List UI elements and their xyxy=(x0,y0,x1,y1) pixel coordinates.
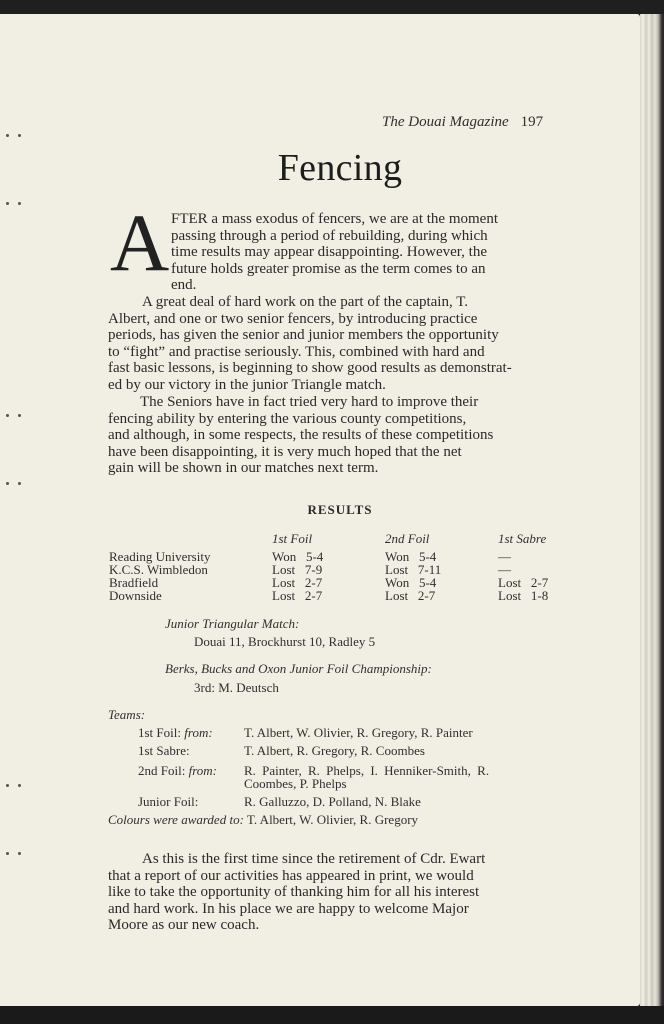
colours-line xyxy=(108,813,418,826)
team-members: T. Albert, R. Gregory, R. Coombes xyxy=(244,743,425,758)
junior-triangular-result: Douai 11, Brockhurst 10, Radley 5 xyxy=(194,634,376,649)
team-category: Junior Foil: xyxy=(138,794,199,809)
junior-triangular-label: Junior Triangular Match: xyxy=(165,616,300,631)
category-from: from: xyxy=(188,763,217,778)
result-cell: Won 5-4 xyxy=(272,549,324,564)
team-members: R. Galluzzo, D. Polland, N. Blake xyxy=(244,794,421,809)
intro-paragraph xyxy=(171,211,567,294)
text-line: like to take the opportunity of thanking him for all his interest xyxy=(108,884,480,901)
teams-list xyxy=(0,726,640,836)
binding-stitch xyxy=(4,482,24,486)
team-name: K.C.S. Wimbledon xyxy=(109,562,208,577)
category-from: from: xyxy=(184,725,213,740)
results-heading: RESULTS xyxy=(307,502,373,517)
result-cell: Lost 7-11 xyxy=(385,562,442,577)
championship-label: Berks, Bucks and Oxon Junior Foil Championship: xyxy=(165,661,432,676)
team-category xyxy=(138,764,217,777)
teams-label: Teams: xyxy=(108,707,146,722)
text-line: passing through a period of rebuilding, during which xyxy=(171,227,488,244)
text-line: fast basic lessons, is beginning to show good results as demonstrat- xyxy=(108,360,512,377)
text-line: fencing ability by entering the various county competitions, xyxy=(108,410,467,427)
text-line: have been disappointing, it is very much hoped that the net xyxy=(108,443,462,460)
text-line: As this is the first time since the retirement of Cdr. Ewart xyxy=(142,851,486,867)
result-cell: Lost 2-7 xyxy=(385,588,436,603)
result-cell: Won 5-4 xyxy=(385,575,437,590)
championship-result: 3rd: M. Deutsch xyxy=(194,680,279,695)
result-cell: Lost 2-7 xyxy=(272,588,323,603)
text-line: FTER a mass exodus of fencers, we are at the moment xyxy=(171,211,498,227)
team-category: 1st Sabre: xyxy=(138,743,190,758)
article-title: Fencing xyxy=(277,147,403,189)
magazine-title: The Douai Magazine xyxy=(382,114,509,130)
text-line: end. xyxy=(171,277,197,294)
category-label: 2nd Foil: xyxy=(138,763,189,778)
column-header: 1st Sabre xyxy=(498,531,547,546)
text-line: Albert, and one or two senior fencers, by introducing practice xyxy=(108,310,478,327)
text-line: Moore as our new coach. xyxy=(108,917,260,934)
result-cell: Won 5-4 xyxy=(385,549,437,564)
team-category xyxy=(138,726,213,739)
binding-stitch xyxy=(4,202,24,206)
running-header xyxy=(382,114,543,131)
text-line: that a report of our activities has appeared in print, we would xyxy=(108,867,474,884)
team-name: Reading University xyxy=(109,549,211,564)
text-line: periods, has given the senior and junior members the opportunity xyxy=(108,327,499,344)
category-label: 1st Foil: xyxy=(138,725,185,740)
team-name: Downside xyxy=(109,588,162,603)
column-header: 2nd Foil xyxy=(385,531,430,546)
paragraph-3 xyxy=(108,394,568,477)
team-members: T. Albert, W. Olivier, R. Gregory, R. Painter xyxy=(244,725,473,740)
result-cell: Lost 1-8 xyxy=(498,588,549,603)
text-line: and hard work. In his place we are happy to welcome Major xyxy=(108,900,469,917)
text-line: time results may appear disappointing. However, the xyxy=(171,244,487,261)
result-cell: Lost 7-9 xyxy=(272,562,323,577)
text-line: ed by our victory in the junior Triangle match. xyxy=(108,376,386,393)
text-line: and although, in some respects, the results of these competitions xyxy=(108,427,494,444)
colours-label: Colours were awarded to: xyxy=(108,812,244,827)
closing-paragraph xyxy=(108,851,570,934)
team-members: Coombes, P. Phelps xyxy=(244,776,347,791)
text-line: to “fight” and practise seriously. This, combined with hard and xyxy=(108,343,485,360)
result-cell: Lost 2-7 xyxy=(498,575,549,590)
text-line: A great deal of hard work on the part of the captain, T. xyxy=(142,294,468,310)
result-cell: Lost 2-7 xyxy=(272,575,323,590)
text-line: future holds greater promise as the term comes to an xyxy=(171,260,486,277)
page-number: 197 xyxy=(520,114,544,130)
results-table xyxy=(0,532,640,612)
paragraph-2 xyxy=(108,294,568,394)
result-cell: — xyxy=(498,562,511,577)
text-line: gain will be shown in our matches next term. xyxy=(108,460,379,477)
scan-border xyxy=(0,1006,664,1024)
colours-names: T. Albert, W. Olivier, R. Gregory xyxy=(246,812,419,827)
column-header: 1st Foil xyxy=(272,531,313,546)
binding-stitch xyxy=(4,414,24,418)
drop-cap: A xyxy=(110,197,170,288)
binding-stitch xyxy=(4,852,24,856)
team-members: R. Painter, R. Phelps, I. Henniker-Smith, R. xyxy=(244,763,490,778)
result-cell: — xyxy=(498,549,511,564)
binding-stitch xyxy=(4,134,24,138)
team-name: Bradfield xyxy=(109,575,159,590)
text-line: The Seniors have in fact tried very hard to improve their xyxy=(140,394,479,410)
